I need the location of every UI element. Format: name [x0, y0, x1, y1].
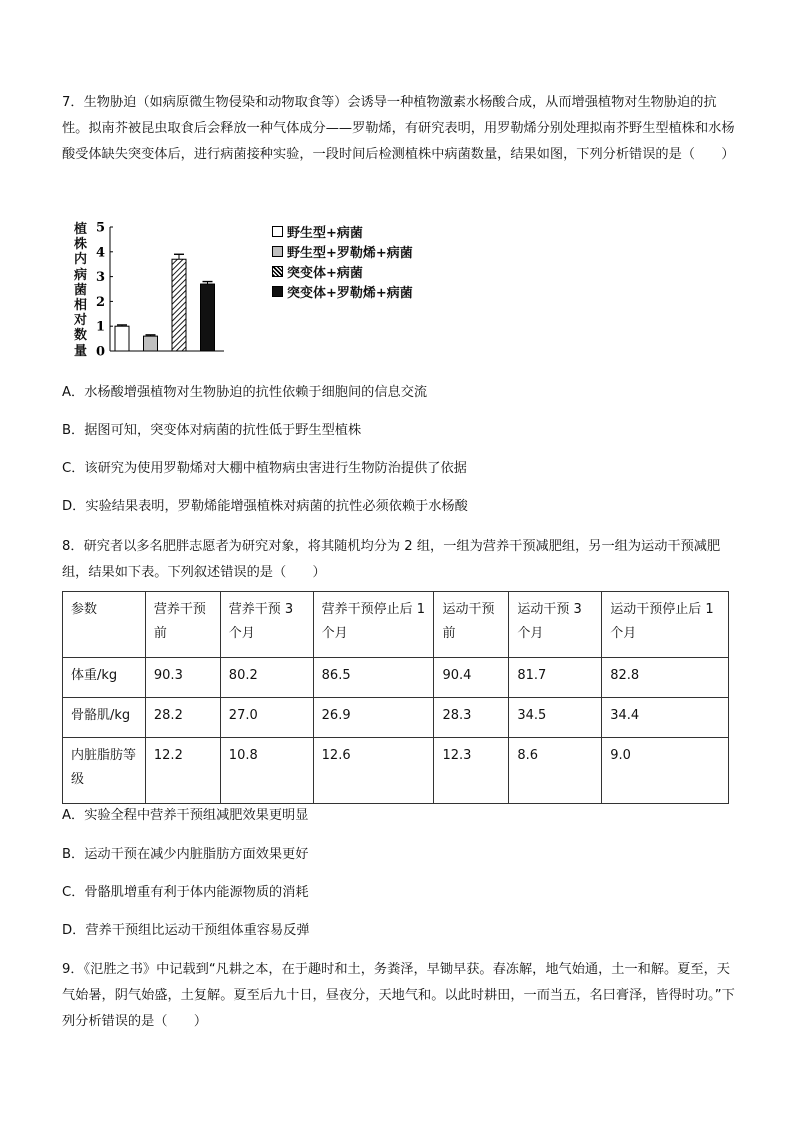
bar: [144, 336, 158, 351]
chart-legend: [272, 221, 413, 301]
question-8-option-b: B．运动干预在减少内脏脂肪方面效果更好: [62, 847, 309, 862]
table-cell: 内脏脂肪等级: [63, 738, 146, 804]
y-tick-label: 3: [95, 270, 105, 286]
legend-swatch-black: [272, 286, 283, 297]
table-cell: 12.2: [145, 738, 220, 804]
data-table: [62, 591, 729, 804]
table-header-row: [63, 592, 729, 658]
table-cell: 90.3: [145, 658, 220, 698]
table-row: [63, 698, 729, 738]
question-8-stem: 8．研究者以多名肥胖志愿者为研究对象，将其随机均分为 2 组，一组为营养干预减肥组，另一组为运动干预减肥组，结果如下表。下列叙述错误的是（ ）: [62, 539, 721, 580]
y-tick-label: 0: [95, 344, 105, 360]
table-cell: 10.8: [220, 738, 313, 804]
chart-plot: [62, 210, 262, 360]
question-7-option-a: A．水杨酸增强植物对生物胁迫的抗性依赖于细胞间的信息交流: [62, 385, 428, 400]
question-8-option-c: C．骨骼肌增重有利于体内能源物质的消耗: [62, 885, 309, 900]
table-cell: 8.6: [509, 738, 602, 804]
table-row: [63, 738, 729, 804]
legend-item-mutant-ocimene: [272, 281, 413, 301]
y-axis-label-char: 对: [74, 313, 88, 329]
table-header: 营养干预停止后 1 个月: [313, 592, 434, 658]
table-cell: 28.3: [434, 698, 509, 738]
legend-item-wild-ocimene: [272, 241, 413, 261]
table-header: 营养干预 3 个月: [220, 592, 313, 658]
legend-label: 野生型+病菌: [287, 225, 363, 241]
y-tick-label: 2: [95, 294, 105, 310]
y-axis-label-char: 相: [74, 298, 88, 313]
y-axis-label-char: 株: [74, 237, 88, 253]
table-cell: 9.0: [602, 738, 729, 804]
table-cell: 12.3: [434, 738, 509, 804]
table-cell: 体重/kg: [63, 658, 146, 698]
y-tick-label: 4: [95, 245, 105, 261]
y-tick-label: 1: [95, 319, 105, 335]
question-9-stem: 9．《氾胜之书》中记载到“凡耕之本，在于趣时和土，务粪泽，早锄早获。春冻解，地气始通，土一和解。夏至，天气始暑，阴气始盛，土复解。夏至后九十日，昼夜分，天地气和。以此时耕田，一而当五，名曰膏泽，皆得时功。”下列分析错误的是（ ）: [62, 962, 735, 1029]
table-cell: 86.5: [313, 658, 434, 698]
table-header: 营养干预前: [145, 592, 220, 658]
table-row: [63, 658, 729, 698]
table-header: 参数: [63, 592, 146, 658]
table-header: 运动干预停止后 1 个月: [602, 592, 729, 658]
legend-label: 突变体+病菌: [287, 265, 363, 281]
bar: [172, 259, 186, 351]
question-7-option-c: C．该研究为使用罗勒烯对大棚中植物病虫害进行生物防治提供了依据: [62, 461, 467, 476]
table-header: 运动干预 3 个月: [509, 592, 602, 658]
y-axis-label-char: 量: [74, 343, 88, 359]
bar: [201, 284, 215, 351]
y-axis-label-char: 病: [74, 267, 88, 283]
table-cell: 27.0: [220, 698, 313, 738]
legend-item-mutant: [272, 261, 413, 281]
table-cell: 34.4: [602, 698, 729, 738]
legend-label: 突变体+罗勒烯+病菌: [287, 285, 413, 301]
y-axis-label-char: 内: [74, 252, 88, 268]
legend-item-wild: [272, 221, 413, 241]
y-tick-label: 5: [95, 220, 105, 236]
legend-swatch-white: [272, 226, 283, 237]
table-cell: 90.4: [434, 658, 509, 698]
table-cell: 骨骼肌/kg: [63, 698, 146, 738]
table-cell: 26.9: [313, 698, 434, 738]
table-cell: 81.7: [509, 658, 602, 698]
question-8-option-a: A．实验全程中营养干预组减肥效果更明显: [62, 808, 309, 823]
table-cell: 82.8: [602, 658, 729, 698]
question-7-stem: 7．生物胁迫（如病原微生物侵染和动物取食等）会诱导一种植物激素水杨酸合成，从而增强植物对生物胁迫的抗性。拟南芥被昆虫取食后会释放一种气体成分——罗勒烯，有研究表明，用罗勒烯分别处理拟南芥野生型植株和水杨酸受体缺失突变体后，进行病菌接种实验，一段时间后检测植株中病菌数量，结果如图，下列分析错误的是（ ）: [62, 95, 735, 162]
legend-swatch-hatched: [272, 266, 283, 277]
bar: [115, 326, 129, 351]
table-cell: 80.2: [220, 658, 313, 698]
legend-label: 野生型+罗勒烯+病菌: [287, 245, 413, 261]
table-cell: 28.2: [145, 698, 220, 738]
y-axis-label-char: 数: [74, 328, 88, 344]
table-cell: 12.6: [313, 738, 434, 804]
legend-swatch-gray: [272, 246, 283, 257]
question-8-option-d: D．营养干预组比运动干预组体重容易反弹: [62, 923, 310, 938]
y-axis-label-char: 菌: [74, 282, 88, 298]
table-cell: 34.5: [509, 698, 602, 738]
table-header: 运动干预前: [434, 592, 509, 658]
y-axis-label-char: 植: [74, 222, 88, 237]
question-7-option-b: B．据图可知，突变体对病菌的抗性低于野生型植株: [62, 423, 362, 438]
question-7-option-d: D．实验结果表明，罗勒烯能增强植株对病菌的抗性必须依赖于水杨酸: [62, 499, 468, 514]
